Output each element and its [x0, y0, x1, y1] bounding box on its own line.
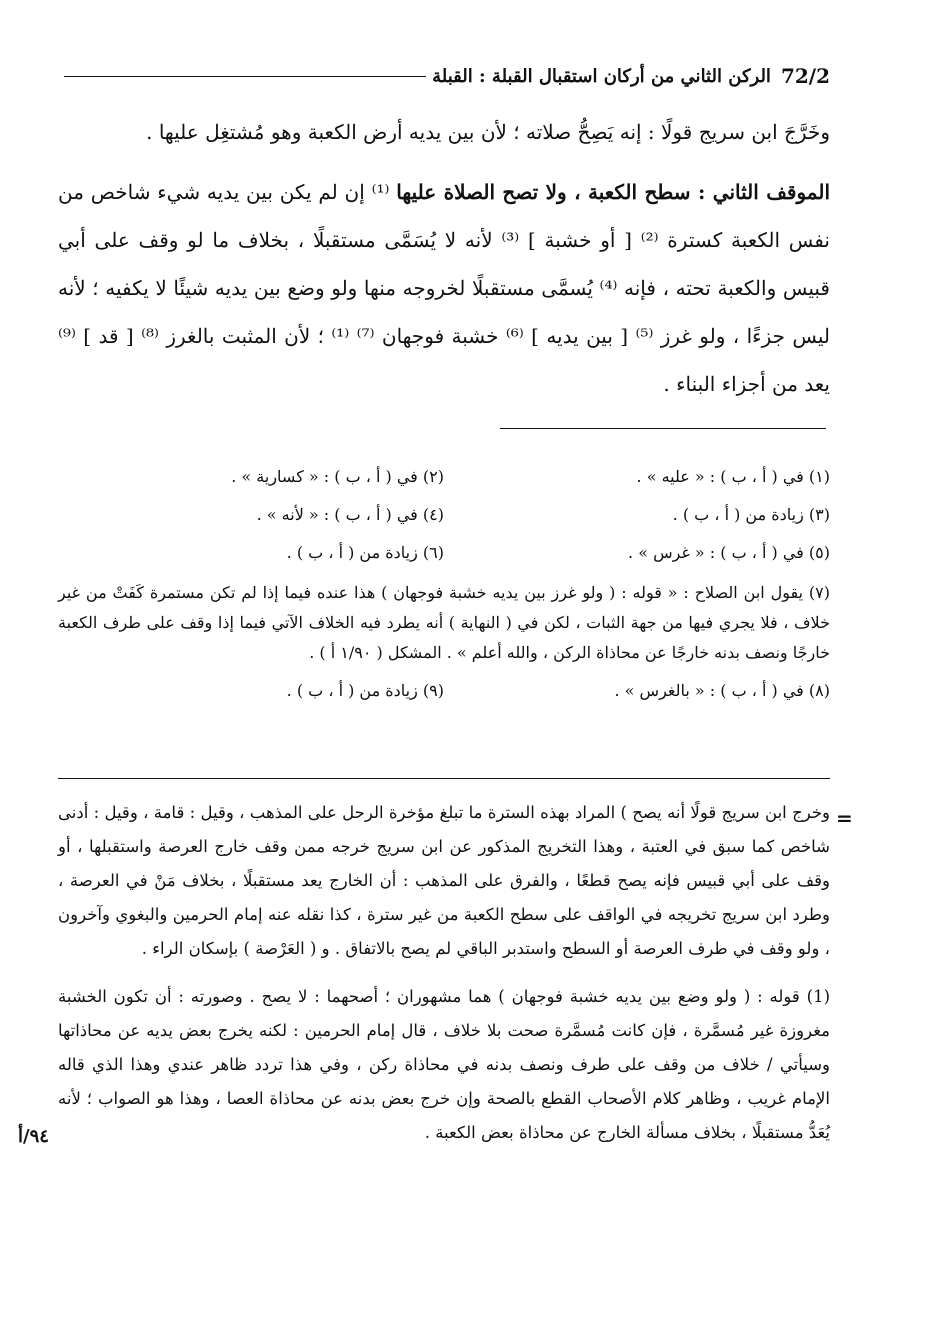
footnote-row	[58, 672, 830, 710]
commentary-paragraph-2: (1) قوله : ( ولو وضع بين يديه خشبة فوجهان ) هما مشهوران ؛ أصحهما : لا يصح . وصورته : أن تكون الخشبة مغروزة غير مُسمَّرة ، فإن كانت مُسمَّرة صحت بلا خلاف ، قال إمام الحرمين : لكنه يخرج بعض يديه عن محاذاتها وسيأتي / خلاف من وقف على طرف ونصف بدنه في محاذاة ركن ، وفي هذا تردد ظاهر عندي وهذا الذي قاله الإمام غريب ، وظاهر كلام الأصحاب القطع بالصحة وإن خرج بعض بدنه عن محاذاة العصا ، وهذا هو الصواب ؛ لأنه يُعَدُّ مستقبلًا ، بخلاف مسألة الخارج عن محاذاة بعض الكعبة .	[58, 987, 830, 1142]
commentary-paragraph-1: وخرج ابن سريج قولًا أنه يصح ) المراد بهذه السترة ما تبلغ مؤخرة الرحل على المذهب ، وقيل : قامة ، وقيل : أدنى شاخص كما سبق في العتبة ، وهذا التخريج المذكور عن ابن سريج خرجه ممن وقف خارج العرصة واستقبلها ، أو وقف على أبي قبيس فإنه يصح قطعًا ، والفرق على المذهب : أن الخارج يعد مستقبلًا ، بخلاف مَنْ في العرصة ، وطرد ابن سريج تخريجه في الواقف على سطح الكعبة من غير سترة ، كذا نقله عنه إمام الحرمين والبغوي وآخرون ، ولو وقف في طرف العرصة أو السطح واستدبر الباقي لم يصح بالاتفاق . و ( العَرْصة ) بإسكان الراء .	[58, 803, 830, 958]
footnote-2: (٢) في ( أ ، ب ) : « كسارية » .	[231, 467, 444, 486]
main-text	[58, 108, 830, 408]
section-heading: الموقف الثاني : سطح الكعبة ، ولا تصح الصلاة عليها	[396, 180, 831, 204]
commentary-separator	[58, 778, 830, 779]
chapter-title: الركن الثاني من أركان استقبال القبلة : القبلة	[432, 65, 771, 87]
main-paragraph-1: وخَرَّجَ ابن سريج قولًا : إنه يَصِحُّ صلاته ؛ لأن بين يديه أرض الكعبة وهو مُشتغِل عليها .	[146, 120, 830, 144]
footnote-9: (٩) زيادة من ( أ ، ب ) .	[286, 681, 444, 700]
running-header	[58, 58, 830, 94]
main-paragraph-2-body: ⁽¹⁾ إن لم يكن بين يديه شيء شاخص من نفس الكعبة كسترة ⁽²⁾ [ أو خشبة ] ⁽³⁾ لأنه لا يُسَمَّى مستقبلًا ، بخلاف ما لو وقف على أبي قبيس والكعبة تحته ، فإنه ⁽⁴⁾ يُسمَّى مستقبلًا لخروجه منها ولو وضع بين يديه شيئًا لا يكفيه ؛ لأنه ليس جزءًا ، ولو غرز ⁽⁵⁾ [ بين يديه ] ⁽⁶⁾ خشبة فوجهان ⁽⁷⁾ ⁽¹⁾ ؛ لأن المثبت بالغرز ⁽⁸⁾ [ قد ] ⁽⁹⁾ يعد من أجزاء البناء .	[58, 180, 830, 396]
footnote-7: (٧) يقول ابن الصلاح : « قوله : ( ولو غرز بين يديه خشبة فوجهان ) هذا عنده فيما إذا لم تكن مستمرة كَفَتْ من غير خلاف ، فلا يجري فيها من جهة الثبات ، لكن في ( النهاية ) أنه يطرد فيه الخلاف الآتي فيما إذا وقف على طرف الكعبة خارجًا ونصف بدنه خارجًا عن محاذاة الركن ، والله أعلم » . المشكل ( ١/٩٠ أ ) .	[58, 583, 830, 662]
footnote-separator	[500, 428, 826, 429]
footnote-row	[58, 458, 830, 496]
footnote-3: (٣) زيادة من ( أ ، ب ) .	[672, 505, 830, 524]
footnote-row	[58, 496, 830, 534]
main-paragraph-2	[58, 168, 830, 408]
footnote-6: (٦) زيادة من ( أ ، ب ) .	[286, 543, 444, 562]
page-number: 72/2	[780, 64, 830, 88]
footnote-4: (٤) في ( أ ، ب ) : « لأنه » .	[256, 505, 444, 524]
continuation-marker: =	[836, 806, 853, 830]
footnote-5: (٥) في ( أ ، ب ) : « غرس » .	[628, 543, 830, 562]
header-rule	[64, 76, 426, 77]
footnote-row	[58, 534, 830, 572]
footnote-1: (١) في ( أ ، ب ) : « عليه » .	[636, 467, 830, 486]
footnotes	[58, 458, 830, 710]
footnote-8: (٨) في ( أ ، ب ) : « بالغرس » .	[614, 681, 830, 700]
commentary	[58, 796, 830, 1150]
manuscript-folio-reference: ٩٤/أ	[18, 1126, 49, 1147]
